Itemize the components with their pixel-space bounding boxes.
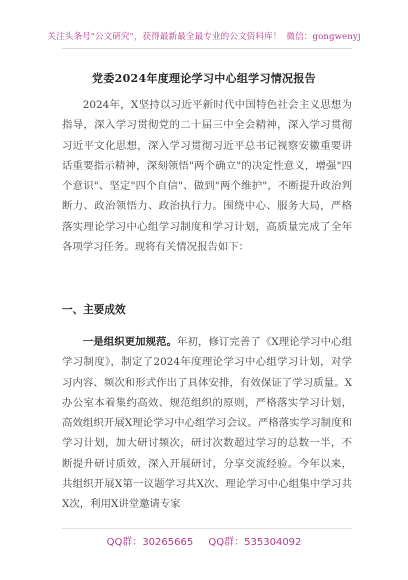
promo-text: 关注头条号"公文研究"，获得最新最全最专业的公文资料库！ <box>47 32 282 42</box>
intro-paragraph: 2024年，X坚持以习近平新时代中国特色社会主义思想为指导，深入学习贯彻党的二十届三中全会精神，深入学习贯彻习近平文化思想，深入学习贯彻习近平总书记视察安徽重要讲话重要指示精神，深刻领悟"两个确立"的决定性意义，增强"四个意识"、坚定"四个自信"、做到"两个维护"，不断提升政治判断力、政治领悟力、政治执行力。围绕中心、服务大局，严格落实理论学习中心组学习制度和学习计划，高质量完成了全年各项学习任务。现将有关情况报告如下： <box>62 99 352 254</box>
header-divider <box>62 48 352 49</box>
header-promo-banner <box>0 30 408 42</box>
section-heading-main-results: 一、主要成效 <box>62 304 126 316</box>
point1-body: 年初，修订完善了《X理论学习中心组学习制度》，制定了2024年度理论学习中心组学习计划，对学习内容、频次和形式作出了具体安排，有效保证了学习质量。X办公室本着集约高效、规范组织的原则，严格落实学习计划，高效组织开展X理论学习中心组学习会议。严格落实学习制度和学习计划，加大研讨频次，研讨次数超过学习的总数一半，不断提升研讨质效，深入开展研讨，分享交流经验。今年以来，共组织开展X第一议题学习共X次、理论学习中心组集中学习共X次，利用X讲堂邀请专家 <box>62 336 352 511</box>
point1-lead: 一是组织更加规范。 <box>82 336 178 348</box>
point1-paragraph <box>62 332 352 515</box>
qq-group-1: QQ群：30265665 <box>106 537 194 548</box>
footer-divider <box>62 528 352 529</box>
document-title: 党委2024年度理论学习中心组学习情况报告 <box>92 72 316 85</box>
qq-group-2: QQ群：535304092 <box>208 537 302 548</box>
wechat-id: 微信：gongwenyj <box>286 32 361 42</box>
footer-contact <box>0 533 408 548</box>
